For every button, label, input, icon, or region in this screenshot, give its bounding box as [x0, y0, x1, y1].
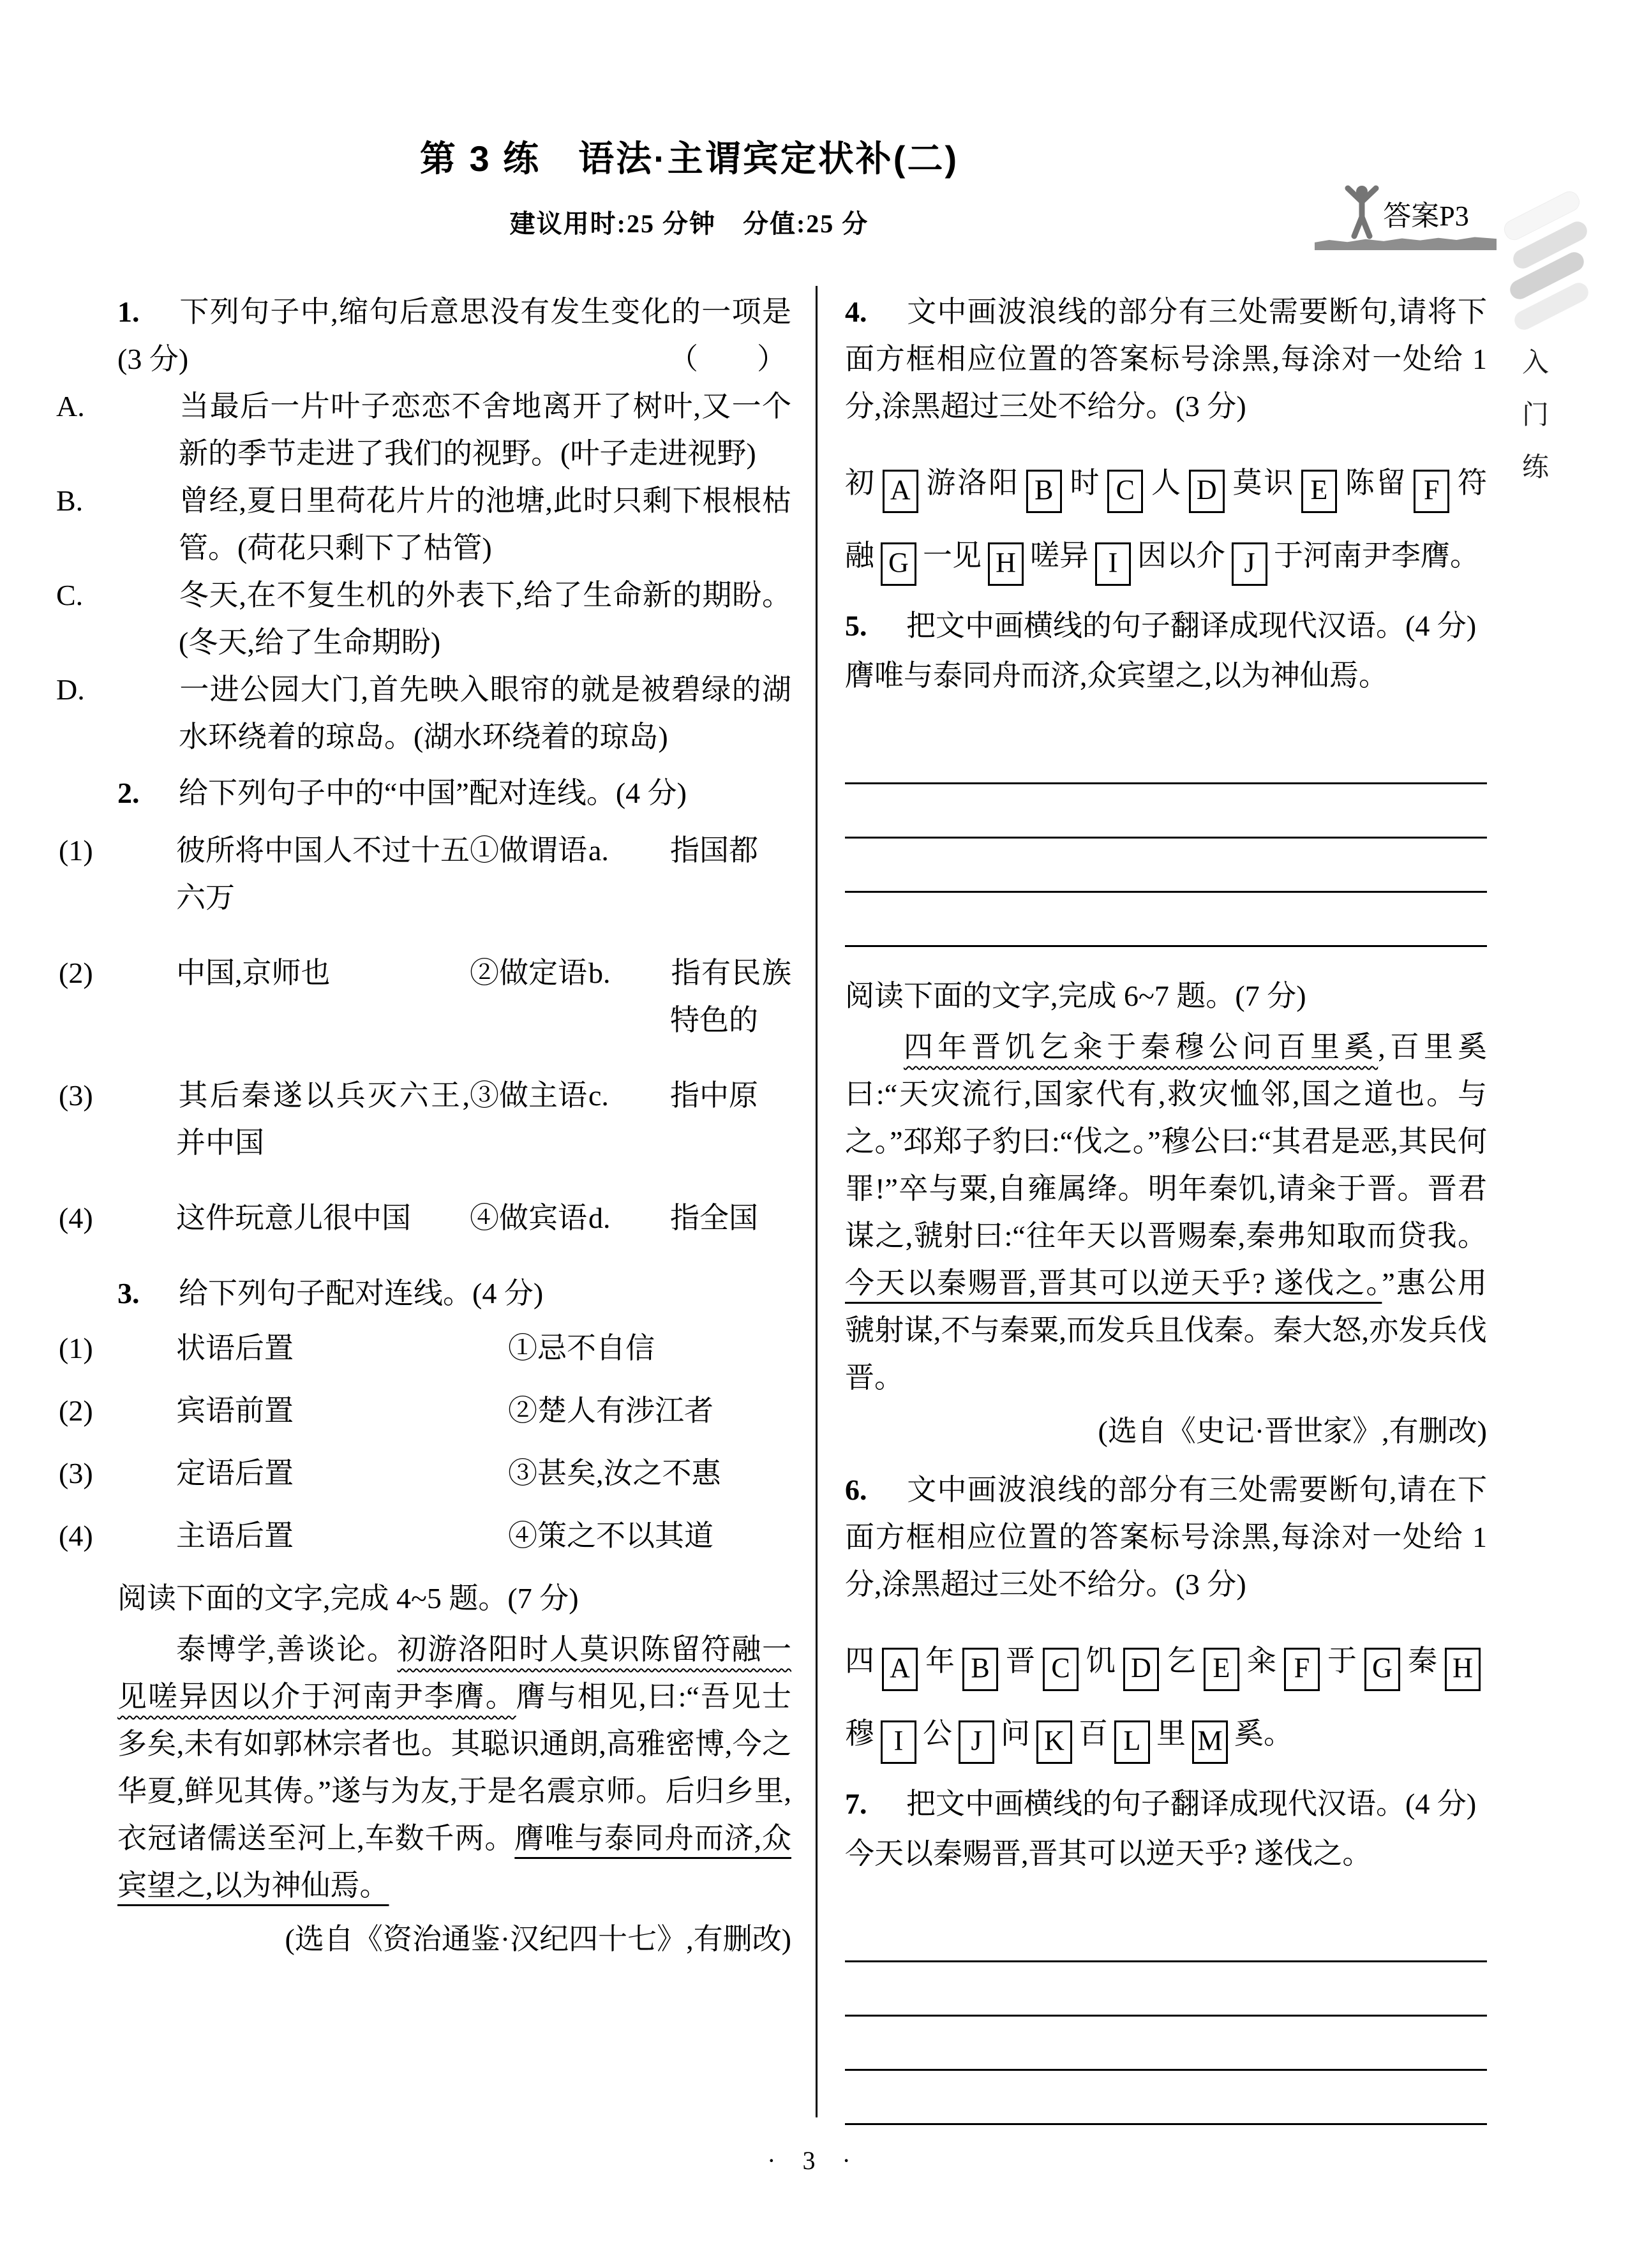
source-attribution: [117, 1916, 791, 1963]
answer-letter-box[interactable]: E: [1204, 1648, 1239, 1691]
item-text: ④策之不以其道: [508, 1519, 713, 1552]
item-text: 主语后置: [176, 1519, 294, 1552]
question-text: 把文中画横线的句子翻译成现代汉语。(4 分): [906, 1787, 1477, 1820]
item-text: ②楚人有涉江者: [508, 1394, 713, 1427]
answer-lines: [845, 1908, 1487, 2125]
box-row-text: 百: [1079, 1717, 1108, 1750]
item-text: ②做定语: [470, 957, 587, 989]
answer-letter-box[interactable]: E: [1301, 470, 1337, 513]
matching-row: [59, 1072, 791, 1167]
answer-letter-box[interactable]: I: [881, 1720, 916, 1764]
page-number: · 3 ·: [767, 2146, 861, 2175]
question-text: 给下列句子配对连线。(4 分): [179, 1277, 544, 1309]
answer-letter-box[interactable]: H: [988, 542, 1024, 586]
box-row-text: 年: [924, 1645, 956, 1677]
option-item: [56, 477, 791, 572]
box-row-text: 因以介: [1137, 539, 1225, 572]
question-number: 3.: [117, 1277, 140, 1309]
question-text: 文中画波浪线的部分有三处需要断句,请将下面方框相应位置的答案标号涂黑,每涂对一处给 1 分,涂黑超过三处不给分。(3 分): [845, 295, 1487, 422]
box-row-text: 饥: [1085, 1645, 1117, 1677]
item-text: 彼所将中国人不过十五六万: [176, 834, 470, 914]
matching-row: [59, 1450, 791, 1497]
matching-row: [59, 1325, 791, 1372]
question-stem: [845, 288, 1487, 430]
box-row-text: 公: [923, 1717, 952, 1750]
wavy-underlined-text: 四年晋饥乞籴于秦穆公问百里奚: [904, 1031, 1378, 1063]
item-number: (2): [59, 957, 93, 989]
item-text: ①做谓语: [470, 834, 587, 867]
option-label: C.: [56, 579, 84, 611]
answer-letter-box[interactable]: H: [1445, 1648, 1481, 1691]
question-stem: [845, 602, 1487, 650]
question-text: 给下列句子中的“中国”配对连线。(4 分): [179, 777, 687, 809]
item-number: (1): [59, 1332, 93, 1364]
passage-segment: 膺与相见,曰:“吾见士多矣,未有如郭林宗者也。其聪识通朗,高雅密博,今之华夏,鲜见其俦。”遂与为友,于是名震京师。后归乡里,衣冠诸儒送至河上,车数千两。: [117, 1680, 792, 1854]
box-row-text: 莫识: [1230, 466, 1295, 499]
underlined-text: 膺唯与泰同舟而济,众宾望之,以为神仙焉。: [117, 1822, 792, 1902]
question-number: 7.: [845, 1787, 867, 1820]
option-label: A.: [56, 390, 85, 422]
answer-letter-box[interactable]: G: [881, 542, 916, 586]
page-header: [128, 131, 1251, 240]
answer-line[interactable]: [845, 893, 1487, 947]
instruction-text: 阅读下面的文字,完成 4~5 题。(7 分): [117, 1582, 579, 1615]
answer-letter-box[interactable]: K: [1036, 1720, 1072, 1764]
sentence-to-translate: [845, 652, 1487, 699]
item-number: (4): [59, 1202, 93, 1234]
question-text: 文中画波浪线的部分有三处需要断句,请在下面方框相应位置的答案标号涂黑,每涂对一处给 1 分,涂黑超过三处不给分。(3 分): [845, 1473, 1487, 1600]
box-row-text: 人: [1149, 466, 1183, 499]
segmentation-box-row: [845, 447, 1487, 592]
matching-left-item: [59, 1325, 508, 1372]
matching-right-item: [588, 827, 791, 874]
box-row-text: 嗟异: [1030, 539, 1089, 572]
question-stem: [845, 1780, 1487, 1828]
box-row-text: 晋: [1004, 1645, 1036, 1677]
passage-segment: 泰博学,善谈论。: [176, 1633, 398, 1666]
question-number: 2.: [117, 777, 140, 809]
option-item: [56, 666, 791, 761]
wavy-underlined-text: 初游洛阳时人莫识陈留符融一见嗟异因以介于河南尹李膺。: [117, 1633, 791, 1713]
sentence-text: 今天以秦赐晋,晋其可以逆天乎? 遂伐之。: [845, 1837, 1372, 1870]
item-number: (3): [59, 1079, 93, 1112]
question-number: 1.: [117, 295, 140, 328]
box-row-text: 四: [845, 1645, 876, 1677]
item-letter: c.: [588, 1079, 609, 1112]
option-text: 冬天,在不复生机的外表下,给了生命新的期盼。(冬天,给了生命期盼): [179, 579, 791, 659]
item-number: (1): [59, 834, 93, 867]
answer-letter-box[interactable]: B: [962, 1648, 998, 1691]
matching-row: [59, 1512, 791, 1560]
badge-row: [1315, 184, 1497, 239]
answer-letter-box[interactable]: L: [1114, 1720, 1150, 1764]
matching-left-item: [59, 1387, 508, 1435]
answer-line[interactable]: [845, 2071, 1487, 2125]
matching-row: [59, 1195, 791, 1242]
answer-letter-box[interactable]: F: [1284, 1648, 1320, 1691]
answer-letter-box[interactable]: D: [1123, 1648, 1159, 1691]
sidebar-section-label: 入门练: [1518, 348, 1548, 505]
underlined-text: 今天以秦赐晋,晋其可以逆天乎? 遂伐之。: [845, 1267, 1382, 1299]
answer-page-ref: 答案P3: [1383, 200, 1469, 232]
source-text: (选自《史记·晋世家》,有删改): [1098, 1415, 1487, 1447]
answer-letter-box[interactable]: C: [1043, 1648, 1079, 1691]
box-row-text: 游洛阳: [924, 466, 1020, 499]
answer-letter-box[interactable]: A: [883, 470, 918, 513]
right-column: [845, 288, 1487, 2126]
question-number: 6.: [845, 1473, 867, 1506]
matching-left-item: [59, 827, 470, 921]
answer-reference-badge: [1315, 184, 1497, 250]
matching-right-item: [588, 1195, 791, 1242]
box-row-text: 时: [1068, 466, 1102, 499]
passage-segment: ,百里奚曰:“天灾流行,国家代有,救灾恤邻,国之道也。与之。”邳郑子豹曰:“伐之。”穆公曰:“其君是恶,其民何罪!”卒与粟,自雍属绛。明年秦饥,请籴于晋。晋君谋之,虢射曰:“往年天以晋赐秦,秦弗知取而贷我。: [845, 1031, 1488, 1252]
answer-letter-box[interactable]: B: [1026, 470, 1062, 513]
question-text: 下列句子中,缩句后意思没有发生变化的一项是(3 分): [117, 295, 791, 375]
box-row-text: 穆: [845, 1717, 874, 1750]
answer-letter-box[interactable]: A: [882, 1648, 918, 1691]
option-label: B.: [56, 484, 84, 517]
answer-bracket: [117, 336, 791, 383]
matching-row: [59, 950, 791, 1044]
cheering-person-icon: [1342, 184, 1382, 239]
item-text: ③做主语: [470, 1079, 587, 1112]
matching-right-item: [588, 1072, 791, 1119]
answer-letter-box[interactable]: M: [1192, 1720, 1228, 1764]
left-column: [56, 288, 792, 2126]
answer-bracket-text: （ ）: [669, 343, 786, 375]
answer-line[interactable]: [845, 2017, 1487, 2071]
box-row-text: 奚。: [1234, 1717, 1293, 1750]
time-score-note: 建议用时:25 分钟 分值:25 分: [509, 209, 869, 238]
matching-right-item: [508, 1387, 791, 1435]
item-text: ①忌不自信: [508, 1332, 655, 1364]
item-text: 中国,京师也: [176, 957, 331, 989]
segmentation-box-row: [845, 1625, 1487, 1770]
item-number: (4): [59, 1519, 93, 1552]
matching-row: [59, 827, 791, 921]
matching-right-item: [508, 1325, 791, 1372]
answer-letter-box[interactable]: G: [1364, 1648, 1400, 1691]
answer-letter-box[interactable]: C: [1107, 470, 1143, 513]
item-text: 其后秦遂以兵灭六王,并中国: [176, 1079, 470, 1159]
box-row-text: 于河南尹李膺。: [1274, 539, 1479, 572]
answer-letter-box[interactable]: J: [1232, 542, 1267, 586]
matching-left-item: [59, 950, 470, 997]
item-text: 指全国: [670, 1202, 758, 1234]
question-stem: [845, 1466, 1487, 1608]
two-column-body: [56, 288, 1488, 2126]
option-item: [56, 572, 791, 666]
matching-right-item: [588, 950, 791, 1044]
item-number: (3): [59, 1457, 93, 1489]
option-item: [56, 383, 791, 477]
passage-segment: ”惠公用虢射谋,不与秦粟,而发兵且伐秦。秦大怒,亦发兵伐晋。: [845, 1267, 1487, 1394]
box-row-text: 陈留: [1343, 466, 1408, 499]
source-text: (选自《资治通鉴·汉纪四十七》,有删改): [285, 1923, 791, 1955]
matching-left-item: [59, 1072, 470, 1167]
option-label: D.: [56, 673, 85, 706]
reading-instruction: [845, 973, 1487, 1020]
page-title: 第 3 练 语法·主谓宾定状补(二): [419, 138, 959, 179]
matching-right-item: [508, 1450, 791, 1497]
answer-line[interactable]: [845, 1908, 1487, 1962]
answer-letter-box[interactable]: J: [959, 1720, 994, 1764]
question-stem: [117, 770, 791, 817]
item-text: 宾语前置: [176, 1394, 294, 1427]
item-letter: b.: [588, 957, 611, 989]
matching-row: [59, 1387, 791, 1435]
box-row-text: 符融: [845, 466, 1487, 572]
box-row-text: 初: [845, 466, 876, 499]
answer-line[interactable]: [845, 730, 1487, 784]
matching-right-item: [508, 1512, 791, 1560]
matching-left-item: [59, 1512, 508, 1560]
passage-text: [845, 1024, 1487, 1401]
sentence-text: 膺唯与泰同舟而济,众宾望之,以为神仙焉。: [845, 659, 1388, 692]
question-number: 5.: [845, 609, 867, 642]
box-row-text: 秦: [1407, 1645, 1438, 1677]
option-text: 当最后一片叶子恋恋不舍地离开了树叶,又一个新的季节走进了我们的视野。(叶子走进视野): [179, 390, 791, 470]
question-text: 把文中画横线的句子翻译成现代汉语。(4 分): [906, 609, 1477, 642]
item-text: 指有民族特色的: [670, 957, 791, 1036]
option-text: 曾经,夏日里荷花片片的池塘,此时只剩下根根枯管。(荷花只剩下了枯管): [179, 484, 791, 564]
passage-text: [117, 1626, 791, 1909]
item-text: ④做宾语: [470, 1202, 587, 1234]
item-letter: d.: [588, 1202, 611, 1234]
reading-instruction: [117, 1575, 791, 1622]
source-attribution: [845, 1408, 1487, 1455]
box-row-text: 里: [1156, 1717, 1186, 1750]
box-row-text: 问: [1001, 1717, 1030, 1750]
box-row-text: 乞: [1165, 1645, 1197, 1677]
item-letter: a.: [588, 834, 609, 867]
washi-tape-decoration: [1501, 205, 1597, 336]
answer-letter-box[interactable]: I: [1095, 542, 1131, 586]
answer-line[interactable]: [845, 1962, 1487, 2017]
item-text: 指中原: [670, 1079, 758, 1112]
question-number: 4.: [845, 295, 867, 328]
instruction-text: 阅读下面的文字,完成 6~7 题。(7 分): [845, 980, 1306, 1012]
item-text: 状语后置: [176, 1332, 294, 1364]
answer-letter-box[interactable]: D: [1189, 470, 1225, 513]
answer-line[interactable]: [845, 839, 1487, 893]
answer-lines: [845, 730, 1487, 947]
item-number: (2): [59, 1394, 93, 1427]
item-text: 定语后置: [176, 1457, 294, 1489]
sentence-to-translate: [845, 1830, 1487, 1877]
box-row-text: 籴: [1246, 1645, 1278, 1677]
question-stem: [117, 1270, 791, 1317]
box-row-text: 一见: [923, 539, 982, 572]
item-text: ③甚矣,汝之不惠: [508, 1457, 721, 1489]
item-text: 这件玩意儿很中国: [176, 1202, 411, 1234]
box-row-text: 于: [1326, 1645, 1358, 1677]
answer-line[interactable]: [845, 784, 1487, 839]
answer-letter-box[interactable]: F: [1414, 470, 1449, 513]
item-text: 指国都: [670, 834, 758, 867]
option-text: 一进公园大门,首先映入眼帘的就是被碧绿的湖水环绕着的琼岛。(湖水环绕着的琼岛): [179, 673, 791, 753]
matching-left-item: [59, 1195, 470, 1242]
matching-left-item: [59, 1450, 508, 1497]
